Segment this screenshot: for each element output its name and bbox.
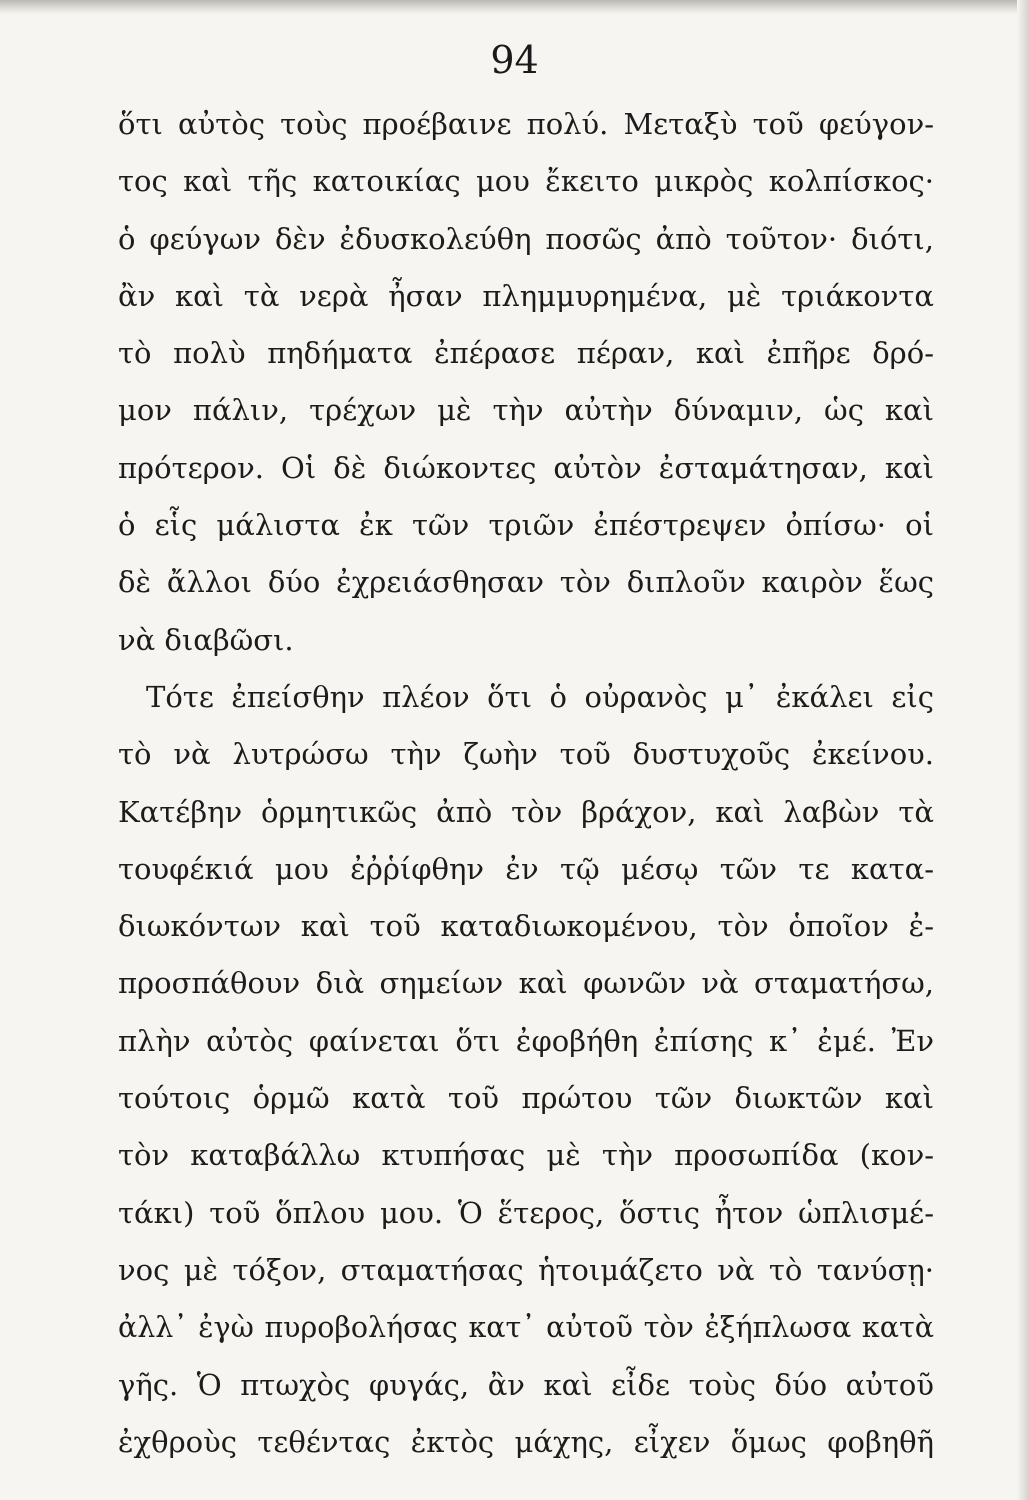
- text-line: μον πάλιν, τρέχων μὲ τὴν αὐτὴν δύναμιν, ὡς καὶ: [118, 393, 934, 428]
- text-line: τὸ νὰ λυτρώσω τὴν ζωὴν τοῦ δυστυχοῦς ἐκείνου.: [118, 737, 934, 772]
- paragraph-start-line: Τότε ἐπείσθην πλέον ὅτι ὁ οὐρανὸς μ᾽ ἐκάλει εἰς: [146, 679, 934, 714]
- text-line: διωκόντων καὶ τοῦ καταδιωκομένου, τὸν ὁποῖον ἐ-: [118, 909, 934, 944]
- text-line: Κατέβην ὁρμητικῶς ἀπὸ τὸν βράχον, καὶ λαβὼν τὰ: [118, 794, 934, 829]
- text-line: τούτοις ὁρμῶ κατὰ τοῦ πρώτου τῶν διωκτῶν καὶ: [118, 1081, 934, 1116]
- page-top-edge: [0, 0, 1029, 14]
- text-line: τὸ πολὺ πηδήματα ἐπέρασε πέραν, καὶ ἐπῆρε δρό-: [118, 336, 934, 371]
- text-line: νος μὲ τόξον, σταματήσας ἡτοιμάζετο νὰ τὸ τανύσῃ·: [118, 1252, 934, 1287]
- text-line: προσπάθουν διὰ σημείων καὶ φωνῶν νὰ σταματήσω,: [118, 966, 934, 1001]
- text-line: ὁ φεύγων δὲν ἐδυσκολεύθη ποσῶς ἀπὸ τοῦτον· διότι,: [118, 221, 934, 256]
- text-line: τουφέκιά μου ἐῤῥίφθην ἐν τῷ μέσῳ τῶν τε κατα-: [118, 851, 934, 886]
- text-line: ὁ εἷς μάλιστα ἐκ τῶν τριῶν ἐπέστρεψεν ὀπίσω· οἱ: [118, 508, 934, 543]
- text-line: ὅτι αὐτὸς τοὺς προέβαινε πολύ. Μεταξὺ τοῦ φεύγον-: [118, 107, 934, 141]
- text-line: γῆς. Ὁ πτωχὸς φυγάς, ἂν καὶ εἶδε τοὺς δύο αὐτοῦ: [118, 1367, 934, 1402]
- text-line: ἂν καὶ τὰ νερὰ ἦσαν πλημμυρημένα, μὲ τριάκοντα: [118, 278, 934, 313]
- text-line: ἀλλ᾽ ἐγὼ πυροβολήσας κατ᾽ αὐτοῦ τὸν ἐξήπλωσα κατὰ: [118, 1311, 934, 1345]
- paragraph-end-line: νὰ διαβῶσι.: [118, 622, 294, 657]
- body-text: [118, 96, 934, 1471]
- page-right-edge: [1017, 0, 1029, 1500]
- text-line: πρότερον. Οἱ δὲ διώκοντες αὐτὸν ἐσταμάτησαν, καὶ: [118, 450, 934, 485]
- text-line: τὸν καταβάλλω κτυπήσας μὲ τὴν προσωπίδα (κον-: [118, 1138, 934, 1173]
- text-line: τάκι) τοῦ ὅπλου μου. Ὁ ἕτερος, ὅστις ἦτον ὡπλισμέ-: [118, 1195, 934, 1230]
- text-line: ἐχθροὺς τεθέντας ἐκτὸς μάχης, εἶχεν ὅμως φοβηθῆ: [118, 1424, 934, 1459]
- page-number: 94: [490, 38, 539, 82]
- text-line: δὲ ἄλλοι δύο ἐχρειάσθησαν τὸν διπλοῦν καιρὸν ἕως: [118, 565, 934, 600]
- text-line: τος καὶ τῆς κατοικίας μου ἔκειτο μικρὸς κολπίσκος·: [118, 164, 934, 199]
- text-line: πλὴν αὐτὸς φαίνεται ὅτι ἐφοβήθη ἐπίσης κ᾽ ἐμέ. Ἐν: [118, 1023, 934, 1058]
